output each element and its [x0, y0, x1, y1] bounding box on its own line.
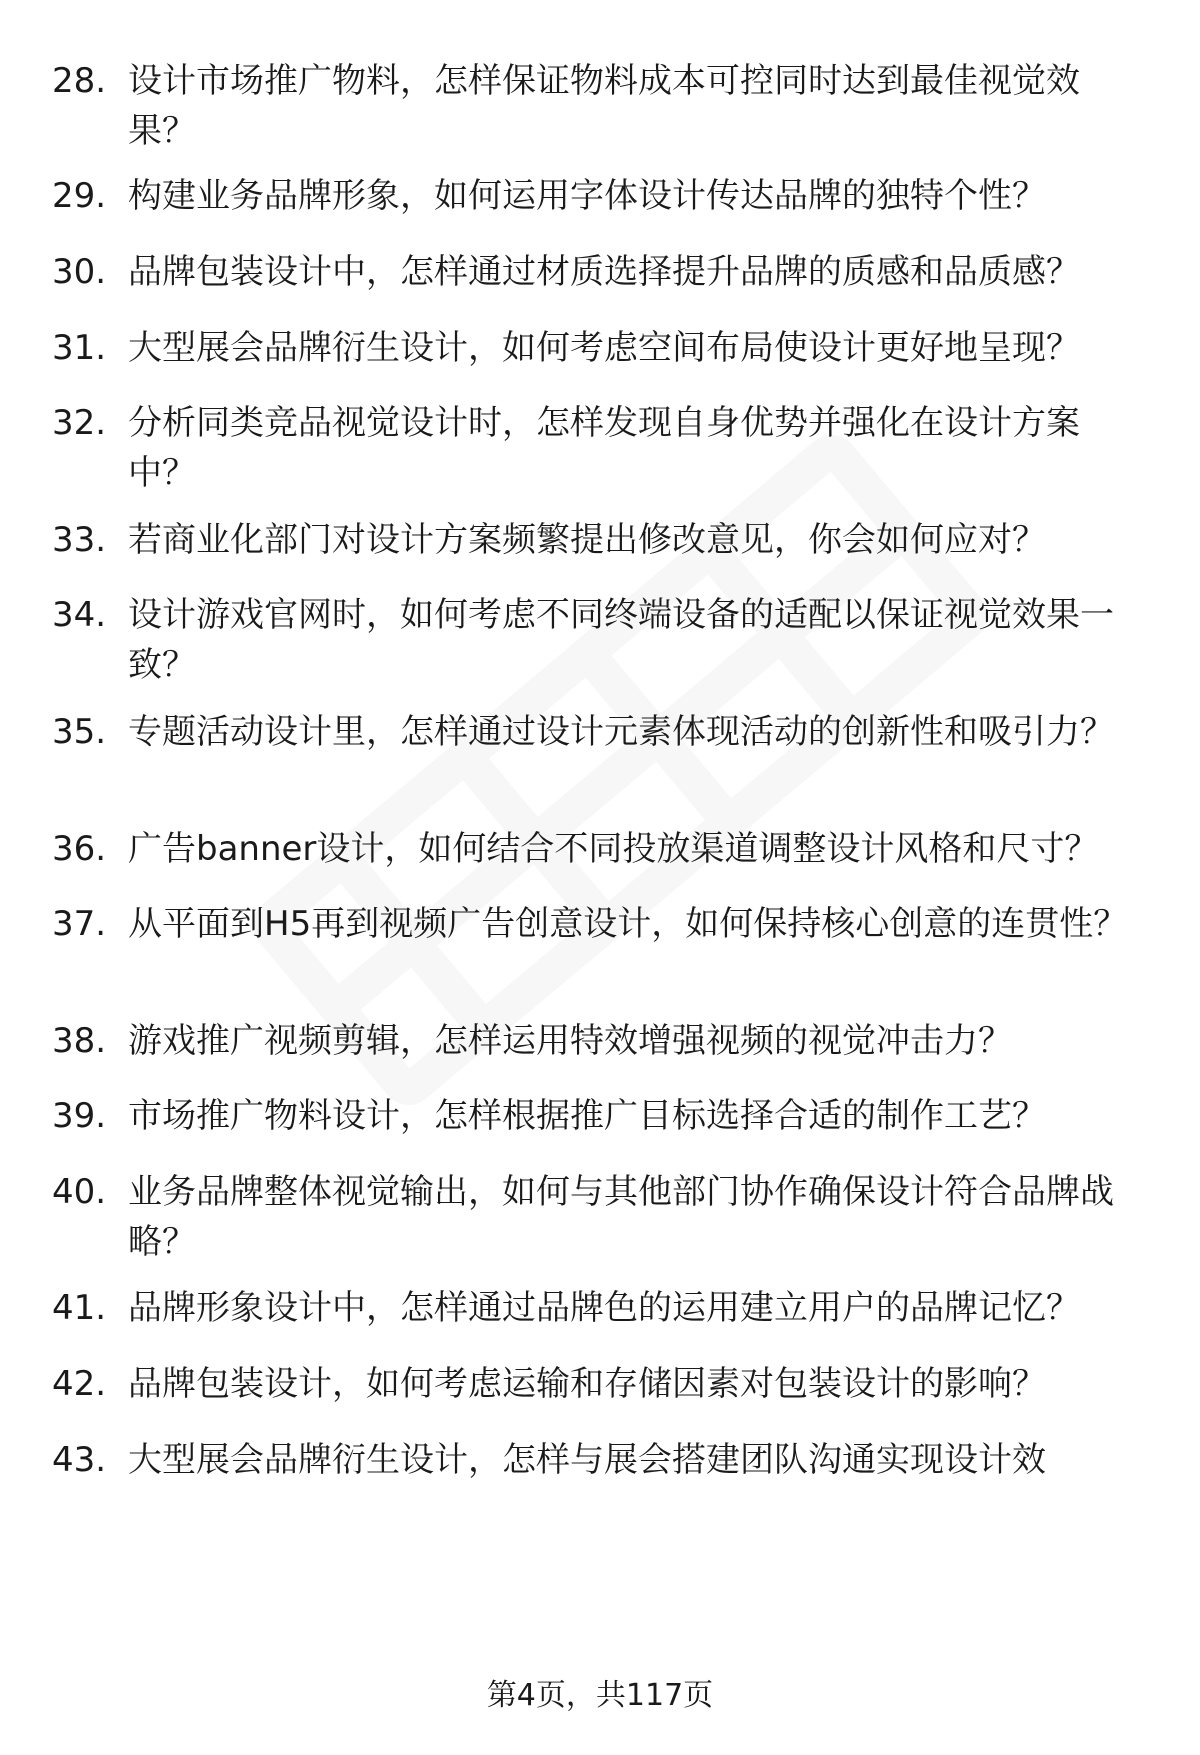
question-number: 29. — [52, 176, 107, 216]
question-number: 34. — [52, 595, 107, 635]
page-number-footer: 第4页，共117页 — [486, 1678, 714, 1713]
question-number: 41. — [52, 1288, 107, 1328]
question-text: 品牌包装设计中，怎样通过材质选择提升品牌的质感和品质感？ — [128, 252, 1080, 292]
question-text: 广告banner设计，如何结合不同投放渠道调整设计风格和尺寸？ — [128, 829, 1099, 869]
question-text: 分析同类竞品视觉设计时，怎样发现自身优势并强化在设计方案中？ — [128, 403, 1080, 493]
question-text: 品牌包装设计，如何考虑运输和存储因素对包装设计的影响？ — [128, 1364, 1046, 1404]
question-text: 从平面到H5再到视频广告创意设计，如何保持核心创意的连贯性？ — [128, 904, 1128, 944]
question-text: 设计市场推广物料，怎样保证物料成本可控同时达到最佳视觉效果？ — [128, 61, 1080, 151]
question-text: 游戏推广视频剪辑，怎样运用特效增强视频的视觉冲击力？ — [128, 1021, 1012, 1061]
question-text: 构建业务品牌形象，如何运用字体设计传达品牌的独特个性？ — [128, 176, 1046, 216]
question-text: 设计游戏官网时，如何考虑不同终端设备的适配以保证视觉效果一致？ — [128, 595, 1114, 685]
question-number: 40. — [52, 1172, 107, 1212]
question-number: 39. — [52, 1096, 107, 1136]
question-text: 业务品牌整体视觉输出，如何与其他部门协作确保设计符合品牌战略？ — [128, 1172, 1114, 1262]
question-number: 33. — [52, 520, 107, 560]
question-number: 36. — [52, 829, 107, 869]
question-number: 38. — [52, 1021, 107, 1061]
question-text: 市场推广物料设计，怎样根据推广目标选择合适的制作工艺？ — [128, 1096, 1046, 1136]
question-number: 42. — [52, 1364, 107, 1404]
question-text: 若商业化部门对设计方案频繁提出修改意见，你会如何应对？ — [128, 520, 1046, 560]
question-number: 30. — [52, 252, 107, 292]
question-number: 31. — [52, 328, 107, 368]
question-number: 28. — [52, 61, 107, 101]
question-text: 大型展会品牌衍生设计，如何考虑空间布局使设计更好地呈现？ — [128, 328, 1080, 368]
question-number: 37. — [52, 904, 107, 944]
question-number: 32. — [52, 403, 107, 443]
question-text: 品牌形象设计中，怎样通过品牌色的运用建立用户的品牌记忆？ — [128, 1288, 1080, 1328]
question-text: 大型展会品牌衍生设计，怎样与展会搭建团队沟通实现设计效 — [128, 1440, 1046, 1480]
question-number: 43. — [52, 1440, 107, 1480]
question-text: 专题活动设计里，怎样通过设计元素体现活动的创新性和吸引力？ — [128, 712, 1114, 752]
question-number: 35. — [52, 712, 107, 752]
